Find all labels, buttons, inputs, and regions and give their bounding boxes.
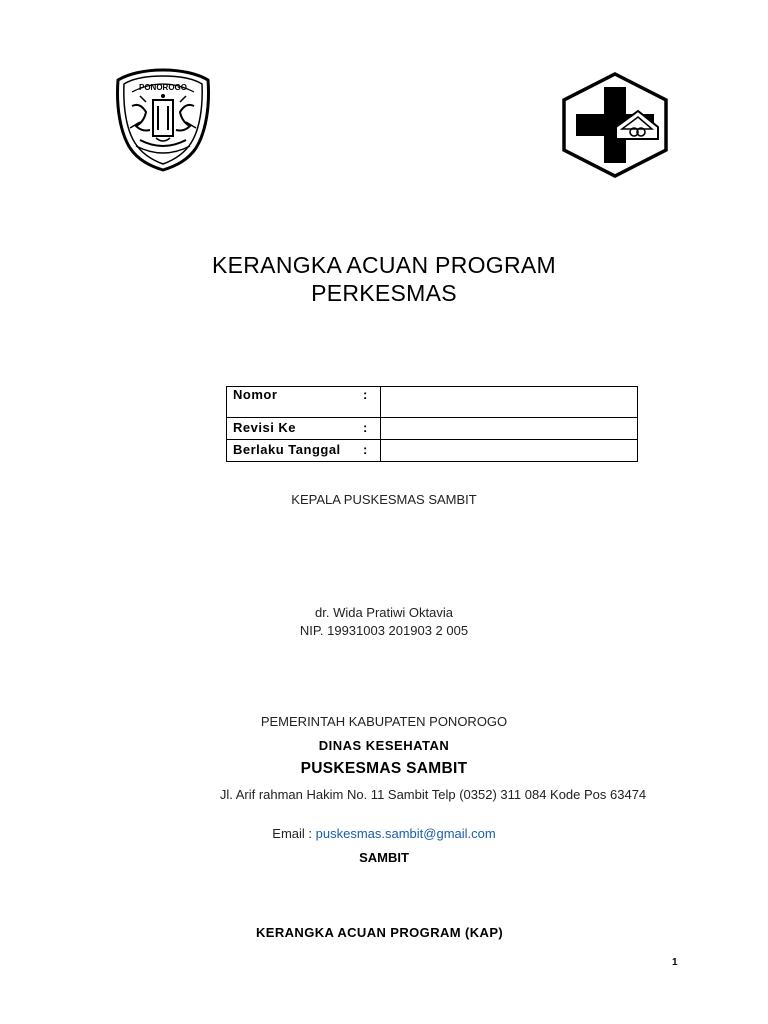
institution-address: Jl. Arif rahman Hakim No. 11 Sambit Telp (0352) 311 084 Kode Pos 63474 <box>219 787 647 802</box>
signer-nip: NIP. 19931003 201903 2 005 <box>299 623 469 638</box>
revisi-label: Revisi Ke <box>233 420 297 435</box>
nomor-label: Nomor <box>233 387 278 402</box>
berlaku-colon: : <box>363 442 368 457</box>
puskesmas-name: PUSKESMAS SAMBIT <box>300 760 468 777</box>
table-row-revisi <box>227 418 638 440</box>
berlaku-label: Berlaku Tanggal <box>233 442 341 457</box>
logo-text: PONOROGO <box>138 83 188 92</box>
government-name: PEMERINTAH KABUPATEN PONOROGO <box>260 714 508 729</box>
document-title <box>0 251 768 307</box>
department-name: DINAS KESEHATAN <box>318 738 450 753</box>
revisi-colon: : <box>363 420 368 435</box>
title-line-2: PERKESMAS <box>311 280 457 306</box>
revisi-value <box>381 418 638 440</box>
document-info-table <box>226 386 638 462</box>
email-label: Email : <box>272 826 316 841</box>
email-link[interactable]: puskesmas.sambit@gmail.com <box>315 826 496 841</box>
nomor-value <box>381 387 638 418</box>
berlaku-value <box>381 440 638 462</box>
section-title: KERANGKA ACUAN PROGRAM (KAP) <box>256 925 504 940</box>
nomor-colon: : <box>363 387 368 402</box>
email-line <box>0 826 768 842</box>
page-number: 1 <box>672 957 678 968</box>
signer-name: dr. Wida Pratiwi Oktavia <box>315 605 453 620</box>
city-name: SAMBIT <box>359 850 409 865</box>
title-line-1: KERANGKA ACUAN PROGRAM <box>211 252 556 278</box>
puskesmas-logo <box>560 71 670 179</box>
table-row-berlaku <box>227 440 638 462</box>
signer-position: KEPALA PUSKESMAS SAMBIT <box>291 492 477 507</box>
table-row-nomor <box>227 387 638 418</box>
ponorogo-logo <box>110 66 216 172</box>
